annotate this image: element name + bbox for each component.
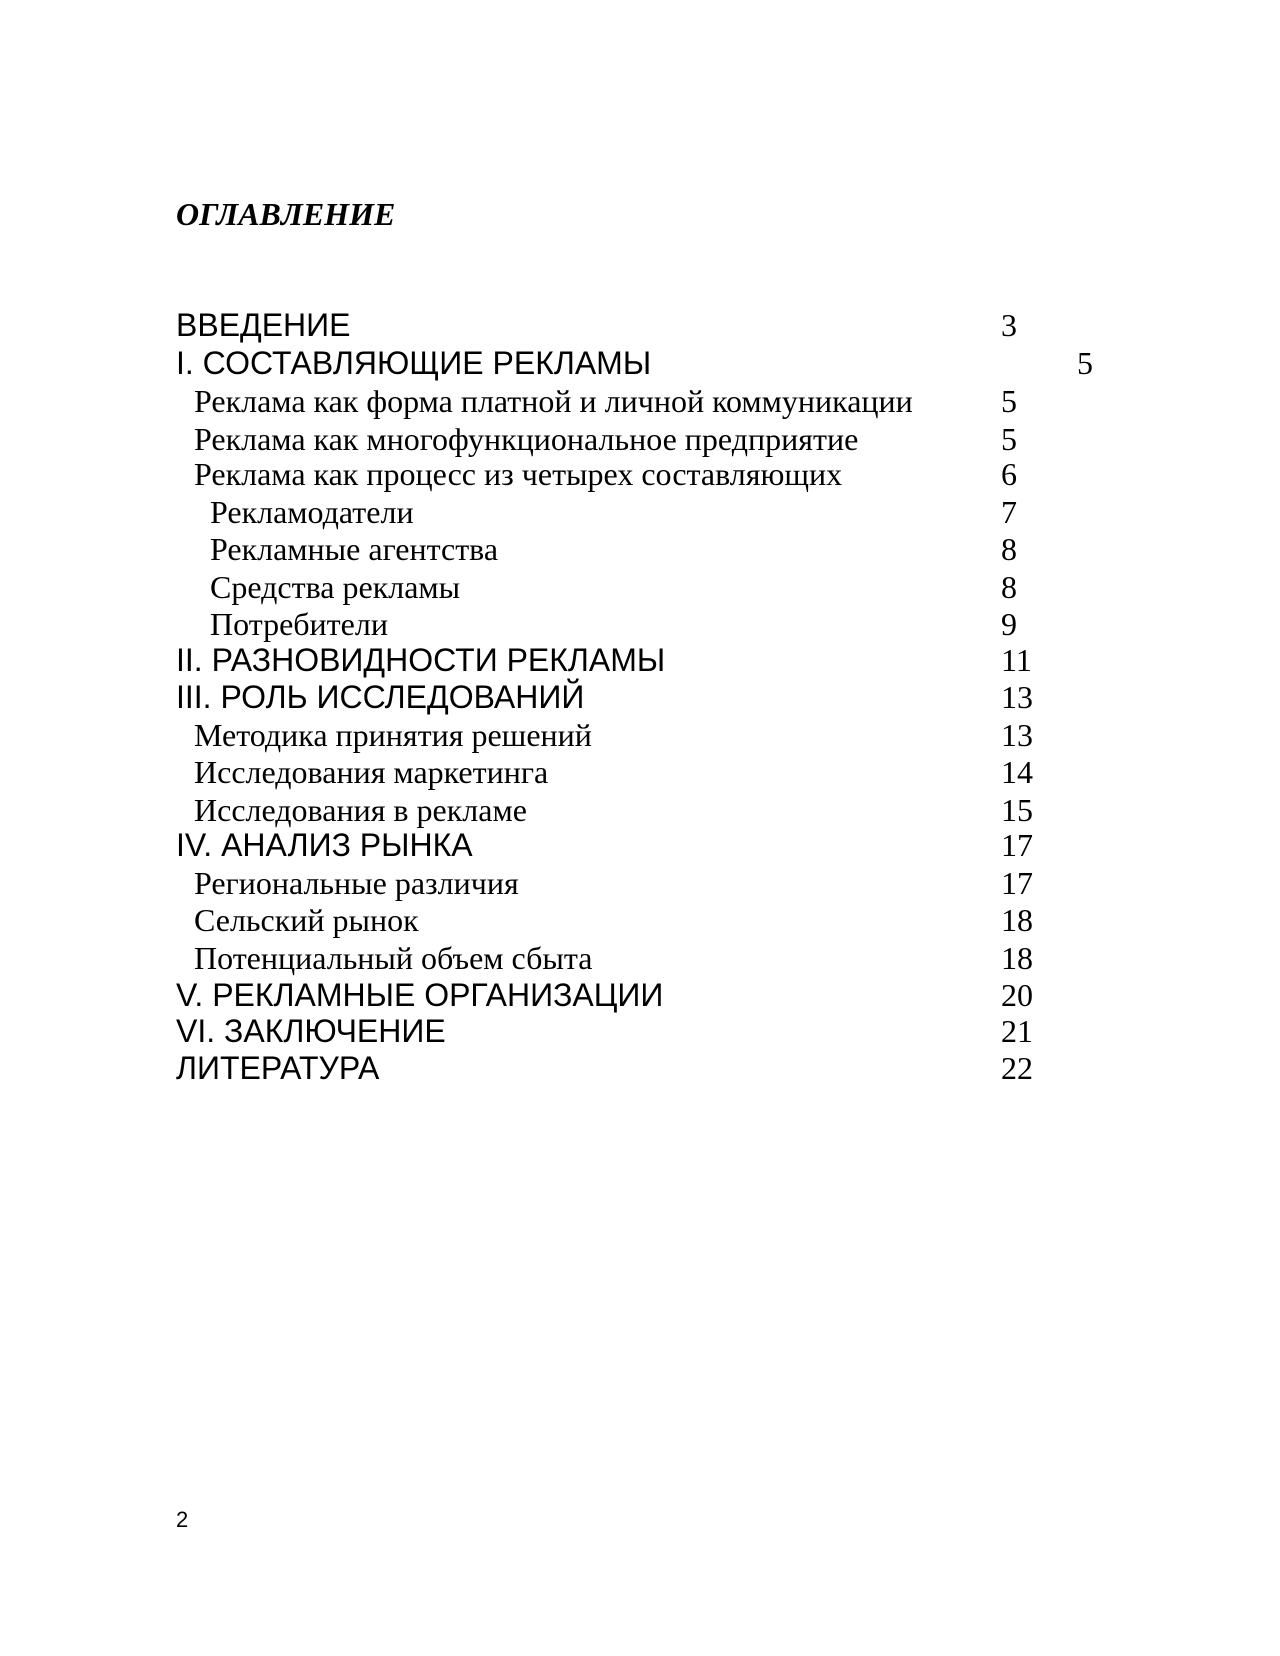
toc-entry-subsubsection[interactable] — [0, 493, 1280, 531]
toc-entry-title: II. РАЗНОВИДНОСТИ РЕКЛАМЫ — [176, 642, 666, 678]
toc-entry-page: 18 — [1001, 940, 1033, 976]
toc-entry-subsection[interactable] — [0, 901, 1280, 939]
toc-entry-section-4[interactable] — [0, 826, 1280, 864]
toc-entry-page: 13 — [1001, 717, 1033, 753]
toc-entry-page: 11 — [1001, 642, 1032, 678]
toc-entry-title: IV. АНАЛИЗ РЫНКА — [176, 827, 473, 863]
toc-entry-title: Потребители — [210, 606, 388, 642]
toc-entry-page: 17 — [1001, 827, 1033, 863]
toc-entry-subsubsection[interactable] — [0, 605, 1280, 643]
toc-entry-page: 3 — [1001, 307, 1017, 343]
toc-entry-title: III. РОЛЬ ИССЛЕДОВАНИЙ — [176, 679, 585, 715]
toc-entry-subsubsection[interactable] — [0, 530, 1280, 568]
toc-entry-subsection[interactable] — [0, 716, 1280, 754]
toc-entry-page: 13 — [1001, 679, 1033, 715]
toc-entry-literature[interactable] — [0, 1049, 1280, 1087]
toc-entry-page: 21 — [1001, 1013, 1033, 1049]
toc-entry-introduction[interactable] — [0, 306, 1280, 344]
page-number: 2 — [176, 1507, 189, 1532]
toc-entry-title: I. СОСТАВЛЯЮЩИЕ РЕКЛАМЫ — [176, 345, 652, 381]
toc-entry-title: Рекламные агентства — [210, 531, 499, 567]
toc-entry-page: 9 — [1001, 606, 1017, 642]
toc-entry-page: 6 — [1001, 456, 1017, 492]
toc-entry-page: 17 — [1001, 865, 1033, 901]
toc-heading: ОГЛАВЛЕНИЕ — [176, 196, 396, 232]
toc-entry-title: Реклама как многофункциональное предприятие — [194, 421, 859, 457]
toc-entry-title: Исследования маркетинга — [194, 754, 549, 790]
toc-entry-page: 5 — [1001, 421, 1017, 457]
toc-entry-section-2[interactable] — [0, 641, 1280, 679]
toc-entry-section-5[interactable] — [0, 976, 1280, 1014]
toc-entry-page: 8 — [1001, 531, 1017, 567]
toc-entry-subsection[interactable] — [0, 864, 1280, 902]
toc-entry-subsection[interactable] — [0, 753, 1280, 791]
toc-entry-page: 18 — [1001, 902, 1033, 938]
toc-entry-title: Сельский рынок — [194, 902, 419, 938]
toc-entry-title: Исследования в рекламе — [194, 792, 527, 828]
toc-entry-page: 8 — [1001, 569, 1017, 605]
toc-entry-title: Реклама как форма платной и личной коммуникации — [194, 383, 913, 419]
toc-entry-page: 5 — [1077, 345, 1093, 381]
toc-entry-title: Региональные различия — [194, 865, 519, 901]
toc-entry-page: 7 — [1001, 494, 1017, 530]
toc-entry-section-6[interactable] — [0, 1012, 1280, 1050]
toc-entry-subsection[interactable] — [0, 420, 1280, 458]
toc-entry-subsubsection[interactable] — [0, 568, 1280, 606]
toc-entry-page: 14 — [1001, 754, 1033, 790]
toc-entry-page: 22 — [1001, 1050, 1033, 1086]
toc-entry-title: Потенциальный объем сбыта — [194, 940, 593, 976]
toc-entry-page: 5 — [1001, 383, 1017, 419]
toc-entry-title: Реклама как процесс из четырех составляющих — [194, 456, 843, 492]
toc-entry-subsection[interactable] — [0, 939, 1280, 977]
toc-entry-subsection[interactable] — [0, 455, 1280, 493]
toc-entry-page: 15 — [1001, 792, 1033, 828]
toc-entry-subsection[interactable] — [0, 791, 1280, 829]
toc-entry-title: Рекламодатели — [210, 494, 414, 530]
toc-entry-title: ВВЕДЕНИЕ — [176, 307, 351, 343]
toc-entry-title: Методика принятия решений — [194, 717, 592, 753]
toc-entry-subsection[interactable] — [0, 382, 1280, 420]
toc-entry-section-3[interactable] — [0, 678, 1280, 716]
toc-entry-title: VI. ЗАКЛЮЧЕНИЕ — [176, 1013, 446, 1049]
toc-entry-title: Средства рекламы — [210, 569, 461, 605]
toc-entry-title: V. РЕКЛАМНЫЕ ОРГАНИЗАЦИИ — [176, 977, 664, 1013]
toc-entry-page: 20 — [1001, 977, 1033, 1013]
toc-entry-title: ЛИТЕРАТУРА — [176, 1050, 380, 1086]
toc-entry-section-1[interactable] — [0, 344, 1280, 382]
